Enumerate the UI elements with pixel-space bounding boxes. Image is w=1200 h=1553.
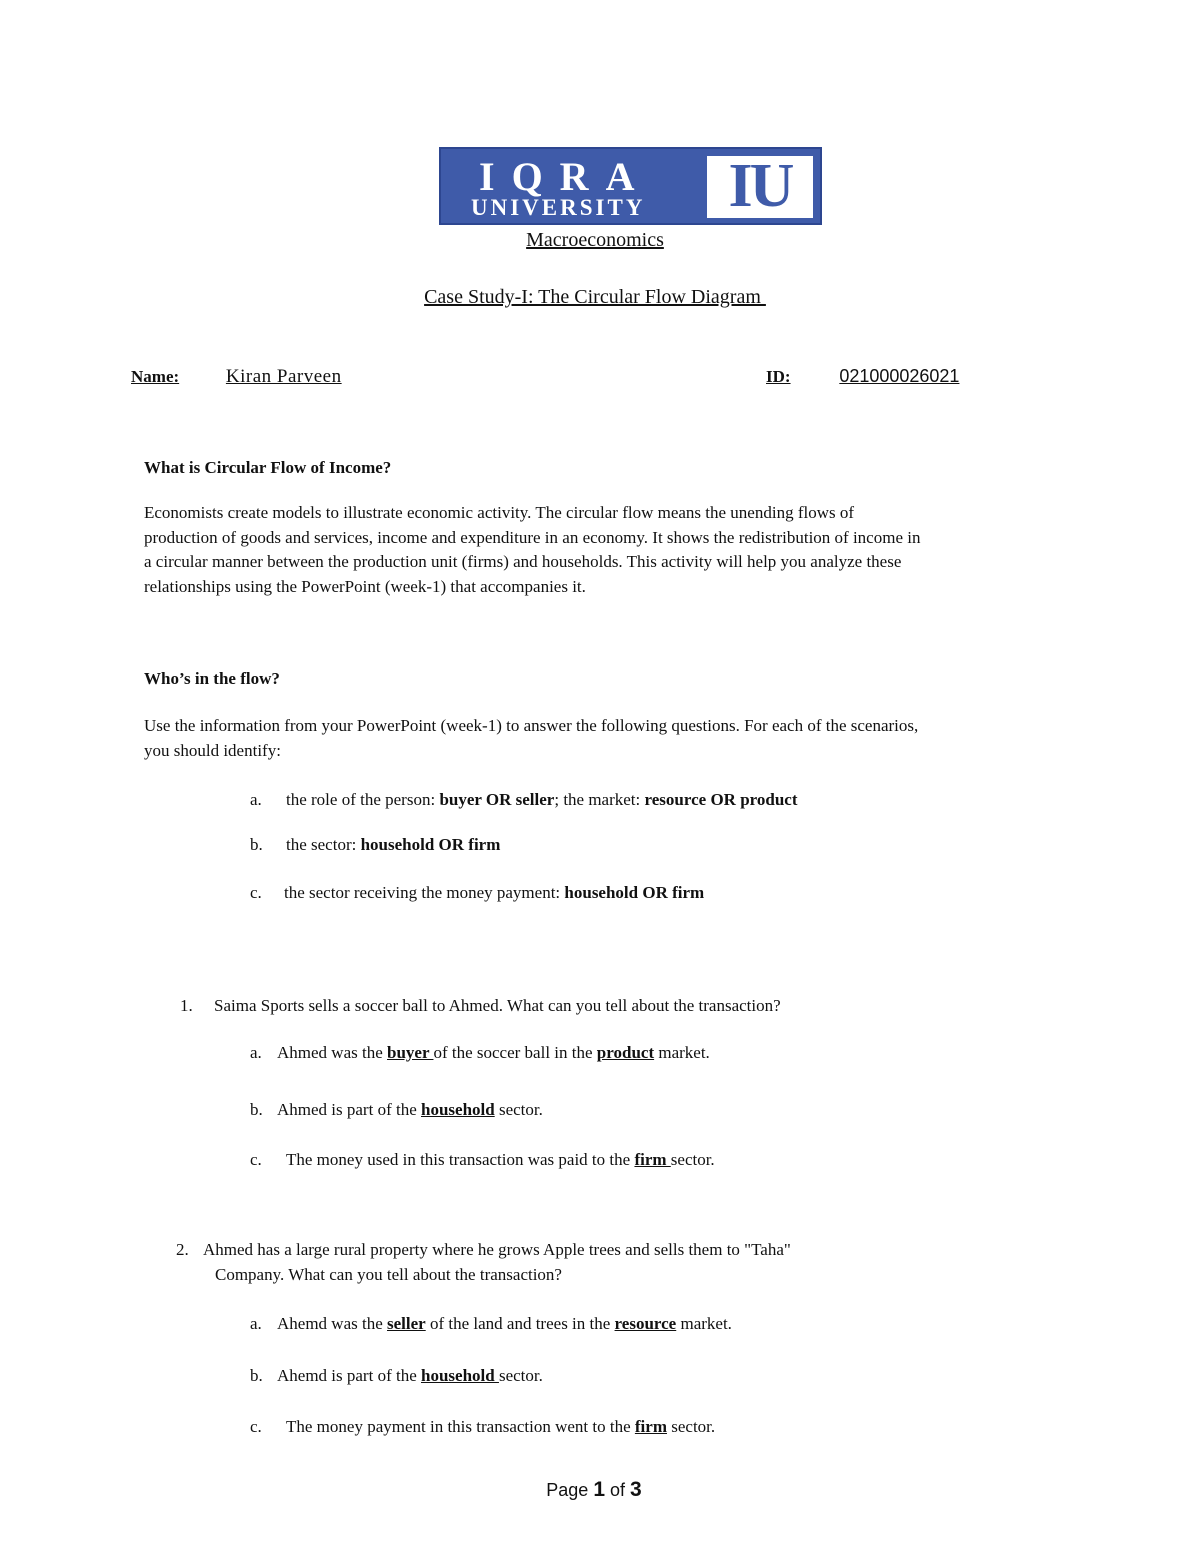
id-value: 021000026021 bbox=[839, 366, 960, 386]
name-label: Name: bbox=[131, 367, 180, 386]
case-study-title: Case Study-I: The Circular Flow Diagram bbox=[424, 286, 766, 308]
paragraph-line: Economists create models to illustrate economic activity. The circular flow means the unending flows of bbox=[144, 503, 855, 522]
list-label: c. bbox=[250, 1150, 262, 1169]
answer-text: sector. bbox=[494, 1100, 543, 1119]
answer-text: Ahemd is part of the bbox=[277, 1366, 421, 1385]
footer-page-number: 1 bbox=[593, 1478, 605, 1501]
criteria-item-b bbox=[250, 835, 500, 855]
criteria-text: the sector: bbox=[286, 835, 361, 854]
criteria-item-a bbox=[250, 790, 798, 810]
question-text: Ahmed has a large rural property where he grows Apple trees and sells them to "Taha" bbox=[203, 1240, 791, 1259]
answer-text: sector. bbox=[498, 1366, 543, 1385]
section-heading-circular-flow: What is Circular Flow of Income? bbox=[144, 458, 392, 477]
paragraph-line: production of goods and services, income and expenditure in an economy. It shows the redistribution of income in bbox=[144, 527, 921, 547]
name-value: Kiran Parveen bbox=[225, 366, 342, 387]
footer-page-total: 3 bbox=[630, 1478, 642, 1501]
name-field bbox=[131, 366, 422, 388]
answer-text: of the land and trees in the bbox=[425, 1314, 615, 1333]
course-title: Macroeconomics bbox=[526, 229, 664, 251]
logo-iu-text: IU bbox=[728, 152, 792, 220]
answer-text: sector. bbox=[670, 1150, 715, 1169]
answer-fill: firm bbox=[634, 1417, 667, 1436]
q2-answer-a bbox=[250, 1314, 732, 1334]
criteria-bold: resource OR product bbox=[644, 790, 798, 809]
university-logo bbox=[439, 147, 822, 225]
logo-university-text: UNIVERSITY bbox=[471, 195, 646, 220]
paragraph-line: you should identify: bbox=[144, 740, 281, 760]
question-1 bbox=[180, 996, 781, 1016]
answer-fill: firm bbox=[634, 1150, 671, 1169]
page-footer bbox=[0, 1478, 1188, 1502]
question-2 bbox=[176, 1240, 791, 1260]
question-number: 2. bbox=[176, 1240, 189, 1259]
list-label: c. bbox=[250, 883, 262, 902]
q1-answer-c bbox=[250, 1150, 715, 1170]
answer-text: of the soccer ball in the bbox=[433, 1043, 597, 1062]
list-label: b. bbox=[250, 835, 263, 854]
criteria-text: ; the market: bbox=[554, 790, 645, 809]
q2-answer-b bbox=[250, 1366, 543, 1386]
q1-answer-a bbox=[250, 1043, 710, 1063]
answer-text: market. bbox=[654, 1043, 710, 1062]
list-label: a. bbox=[250, 1314, 262, 1333]
id-label: ID: bbox=[766, 367, 791, 386]
answer-fill: product bbox=[596, 1043, 655, 1062]
criteria-bold: household OR firm bbox=[564, 883, 705, 902]
answer-fill: resource bbox=[614, 1314, 677, 1333]
answer-text: sector. bbox=[666, 1417, 716, 1436]
answer-fill: household bbox=[421, 1100, 495, 1119]
intro-paragraph bbox=[144, 501, 920, 599]
criteria-text: the role of the person: bbox=[286, 790, 440, 809]
criteria-bold: household OR firm bbox=[360, 835, 501, 854]
list-label: a. bbox=[250, 790, 262, 809]
answer-text: The money payment in this transaction went to the bbox=[286, 1417, 635, 1436]
instructions-paragraph bbox=[144, 714, 918, 763]
answer-fill: household bbox=[421, 1366, 499, 1385]
answer-text: The money used in this transaction was paid to the bbox=[286, 1150, 635, 1169]
list-label: a. bbox=[250, 1043, 262, 1062]
answer-fill: seller bbox=[387, 1314, 426, 1333]
criteria-bold: buyer OR seller bbox=[439, 790, 555, 809]
logo-iu-mark bbox=[707, 152, 813, 220]
list-label: b. bbox=[250, 1100, 263, 1119]
q1-answer-b bbox=[250, 1100, 543, 1120]
section-heading-whos-in-flow: Who’s in the flow? bbox=[144, 669, 280, 688]
answer-fill: buyer bbox=[387, 1043, 434, 1062]
question-text: Saima Sports sells a soccer ball to Ahmed. What can you tell about the transaction? bbox=[214, 996, 781, 1015]
paragraph-line: Use the information from your PowerPoint (week-1) to answer the following questions. For each of the scenarios, bbox=[144, 716, 919, 735]
list-label: c. bbox=[250, 1417, 262, 1436]
question-number: 1. bbox=[180, 996, 193, 1015]
footer-page-word: Page bbox=[546, 1480, 589, 1500]
answer-text: Ahemd was the bbox=[277, 1314, 388, 1333]
answer-text: Ahmed was the bbox=[277, 1043, 388, 1062]
criteria-item-c bbox=[250, 883, 704, 903]
paragraph-line: relationships using the PowerPoint (week-1) that accompanies it. bbox=[144, 576, 586, 596]
id-field bbox=[766, 366, 1031, 388]
answer-text: Ahmed is part of the bbox=[277, 1100, 421, 1119]
paragraph-line: a circular manner between the production unit (firms) and households. This activity will help you analyze these bbox=[144, 552, 902, 571]
footer-of-word: of bbox=[610, 1480, 626, 1500]
answer-text: market. bbox=[676, 1314, 732, 1333]
question-2-continued: Company. What can you tell about the transaction? bbox=[215, 1265, 562, 1284]
q2-answer-c bbox=[250, 1417, 715, 1437]
criteria-text: the sector receiving the money payment: bbox=[284, 883, 565, 902]
logo-iqra-text: IQRA bbox=[479, 154, 652, 199]
list-label: b. bbox=[250, 1366, 263, 1385]
